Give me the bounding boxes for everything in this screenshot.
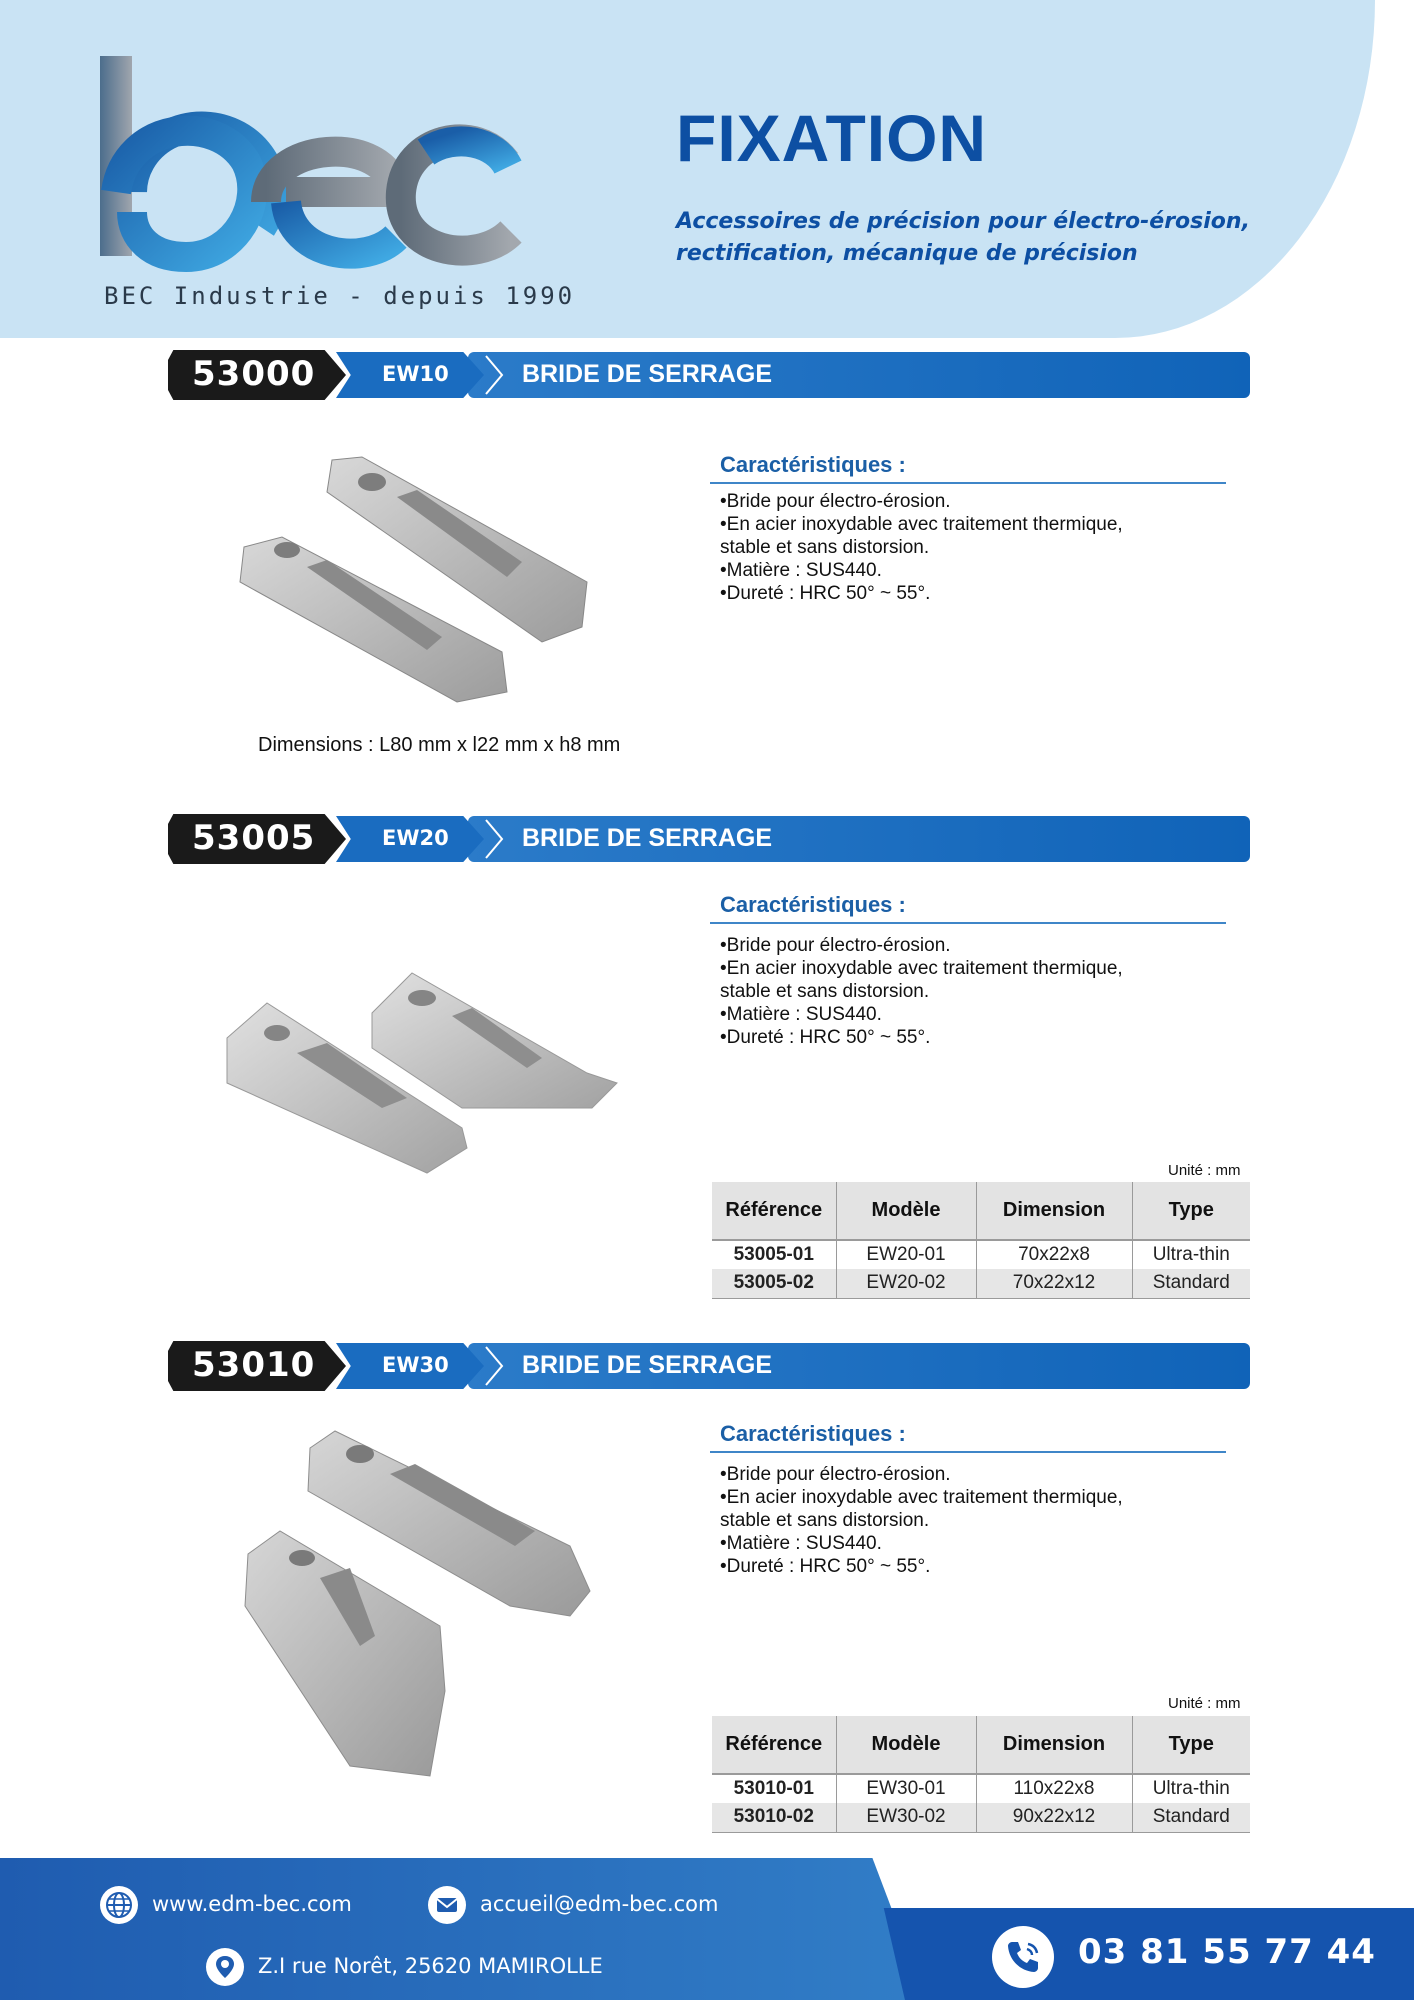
clamp-product-image-53005 [222,968,622,1188]
globe-icon [100,1886,138,1924]
table-header: Référence [712,1716,836,1774]
product-code: 53000 [192,354,316,394]
characteristic-line: •Dureté : HRC 50° ~ 55°. [720,1556,931,1577]
table-header: Type [1132,1716,1250,1774]
table-row [712,1240,1250,1269]
table-cell: 53010-02 [712,1803,836,1832]
table-cell: EW30-01 [836,1774,976,1803]
mail-icon [428,1886,466,1924]
characteristic-line: •Bride pour électro-érosion. [720,491,951,512]
characteristics-list [710,1453,1226,1578]
table-cell: EW20-01 [836,1240,976,1269]
address-text: Z.I rue Norêt, 25620 MAMIROLLE [258,1954,603,1978]
phone-icon [992,1926,1054,1988]
clamp-product-image-53010 [240,1426,600,1788]
table-cell: Standard [1132,1803,1250,1832]
characteristics-title: Caractéristiques : [710,892,1226,924]
phone-number[interactable]: 03 81 55 77 44 [1078,1932,1376,1972]
table-header: Modèle [836,1182,976,1240]
characteristics-title: Caractéristiques : [710,452,1226,484]
product-model: EW20 [382,826,449,850]
table-cell: Ultra-thin [1132,1774,1250,1803]
chevron-right-icon [484,1345,506,1387]
page-title: FIXATION [676,101,988,175]
unit-label: Unité : mm [1168,1162,1241,1179]
section-bar-53000 [168,350,1250,400]
table-cell: 53010-01 [712,1774,836,1803]
characteristics-block [710,452,1226,605]
section-title: BRIDE DE SERRAGE [522,360,773,388]
table-cell: EW30-02 [836,1803,976,1832]
table-row [712,1774,1250,1803]
table-cell: 53005-01 [712,1240,836,1269]
characteristics-title: Caractéristiques : [710,1421,1226,1453]
table-header: Référence [712,1182,836,1240]
product-model: EW30 [382,1353,449,1377]
characteristics-block [710,1421,1226,1578]
subtitle-line-1: Accessoires de précision pour électro-érosion, [676,209,1250,234]
product-model: EW10 [382,362,449,386]
table-header: Dimension [976,1182,1132,1240]
characteristic-line: •Dureté : HRC 50° ~ 55°. [720,583,931,604]
characteristic-line: stable et sans distorsion. [720,537,930,558]
table-cell: Standard [1132,1269,1250,1298]
product-code: 53010 [192,1345,316,1385]
characteristic-line: stable et sans distorsion. [720,981,930,1002]
product-code: 53005 [192,818,316,858]
reference-table-53010 [712,1716,1250,1833]
characteristic-line: stable et sans distorsion. [720,1510,930,1531]
table-header: Modèle [836,1716,976,1774]
table-header: Dimension [976,1716,1132,1774]
characteristic-line: •En acier inoxydable avec traitement thermique, [720,958,1123,979]
characteristic-line: •Dureté : HRC 50° ~ 55°. [720,1027,931,1048]
section-title: BRIDE DE SERRAGE [522,824,773,852]
email-link[interactable]: accueil@edm-bec.com [480,1892,719,1916]
characteristics-list [710,484,1226,605]
table-cell: 90x22x12 [976,1803,1132,1832]
chevron-right-icon [484,818,506,860]
subtitle-line-2: rectification, mécanique de précision [676,241,1138,266]
location-pin-icon [206,1948,244,1986]
section-bar-53010 [168,1341,1250,1391]
characteristics-block [710,892,1226,1049]
characteristic-line: •En acier inoxydable avec traitement thermique, [720,1487,1123,1508]
website-link[interactable]: www.edm-bec.com [152,1892,352,1916]
characteristic-line: •En acier inoxydable avec traitement thermique, [720,514,1123,535]
section-title: BRIDE DE SERRAGE [522,1351,773,1379]
table-cell: 110x22x8 [976,1774,1132,1803]
unit-label: Unité : mm [1168,1695,1241,1712]
table-cell: 70x22x8 [976,1240,1132,1269]
reference-table-53005 [712,1182,1250,1299]
dimensions-text: Dimensions : L80 mm x l22 mm x h8 mm [258,734,621,756]
characteristic-line: •Matière : SUS440. [720,1004,882,1025]
section-bar-53005 [168,814,1250,864]
table-row [712,1803,1250,1832]
table-cell: EW20-02 [836,1269,976,1298]
characteristic-line: •Matière : SUS440. [720,560,882,581]
logo-tagline: BEC Industrie - depuis 1990 [104,282,576,310]
clamp-product-image-53000 [232,452,592,712]
characteristic-line: •Matière : SUS440. [720,1533,882,1554]
characteristics-list [710,924,1226,1049]
table-cell: Ultra-thin [1132,1240,1250,1269]
table-cell: 53005-02 [712,1269,836,1298]
chevron-right-icon [484,354,506,396]
characteristic-line: •Bride pour électro-érosion. [720,935,951,956]
characteristic-line: •Bride pour électro-érosion. [720,1464,951,1485]
page-subtitle [676,206,1316,270]
table-row [712,1269,1250,1298]
table-cell: 70x22x12 [976,1269,1132,1298]
table-header: Type [1132,1182,1250,1240]
